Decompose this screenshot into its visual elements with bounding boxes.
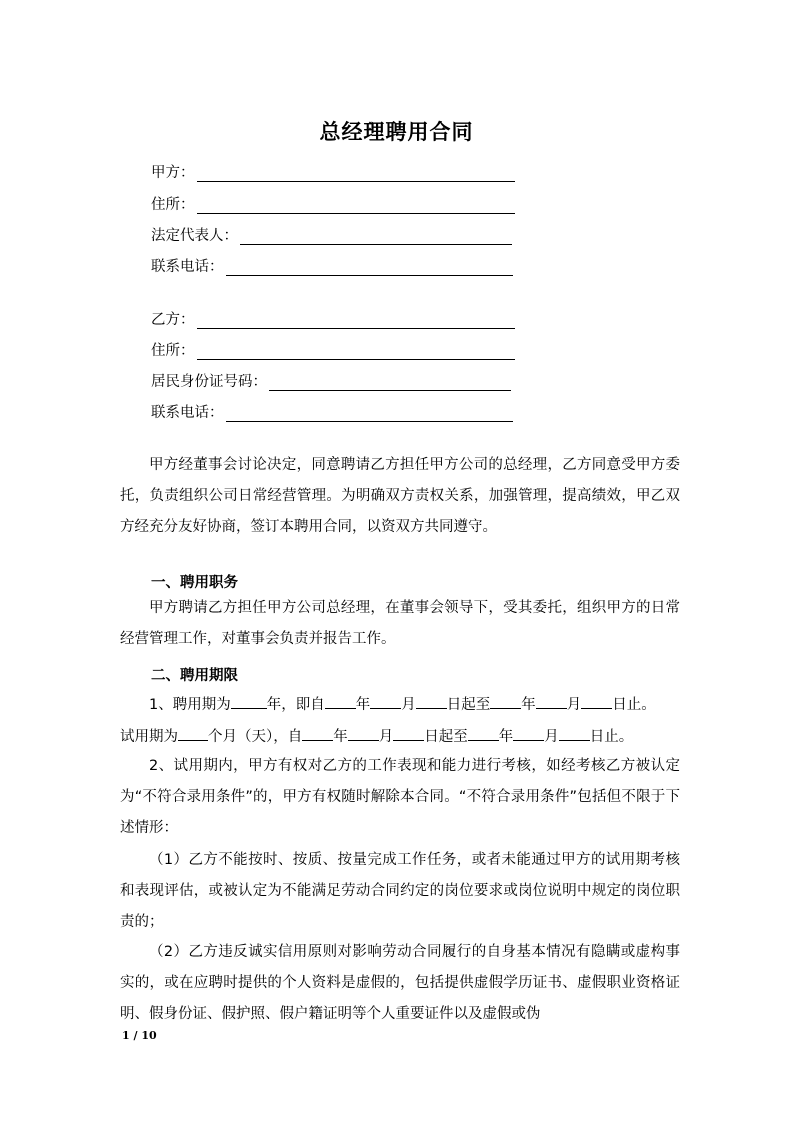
term-years-blank[interactable] — [231, 693, 267, 709]
party-a-phone-blank[interactable] — [226, 259, 513, 276]
page-number: 1 / 10 — [122, 1029, 157, 1042]
trial-text-5: 日起至 — [424, 729, 468, 745]
trial-text-2: 个月（天），自 — [208, 729, 303, 745]
document-title: 总经理聘用合同 — [319, 119, 474, 144]
party-a-phone-label: 联系电话： — [151, 259, 224, 275]
party-b-id-label: 居民身份证号码： — [151, 374, 267, 390]
term-text-8: 日止。 — [612, 697, 656, 713]
term-end-day-blank[interactable] — [581, 693, 612, 709]
party-b-id-field — [151, 369, 511, 391]
party-b-address-blank[interactable] — [197, 343, 515, 360]
party-a-name-label: 甲方： — [151, 165, 195, 181]
party-a-rep-label: 法定代表人： — [151, 228, 238, 244]
term-end-month-blank[interactable] — [536, 693, 567, 709]
trial-start-month-blank[interactable] — [348, 725, 379, 741]
party-a-address-field — [151, 192, 515, 214]
term-start-month-blank[interactable] — [370, 693, 401, 709]
term-text-3: 年 — [355, 697, 371, 713]
trial-text-1: 试用期为 — [120, 729, 178, 745]
party-a-name-blank[interactable] — [197, 165, 515, 182]
trial-start-year-blank[interactable] — [302, 725, 333, 741]
trial-end-year-blank[interactable] — [468, 725, 499, 741]
party-b-address-label: 住所： — [151, 343, 195, 359]
term-text-4: 月 — [401, 697, 416, 713]
party-b-name-field — [151, 307, 515, 329]
trial-line — [120, 725, 680, 746]
term-start-year-blank[interactable] — [325, 693, 356, 709]
term-text-7: 月 — [566, 697, 582, 713]
section2-heading: 二、聘用期限 — [151, 668, 238, 684]
trial-text-8: 日止。 — [589, 729, 634, 745]
term-start-day-blank[interactable] — [416, 693, 447, 709]
party-b-phone-label: 联系电话： — [151, 405, 224, 421]
party-a-phone-field — [151, 254, 513, 276]
trial-months-blank[interactable] — [178, 725, 208, 741]
trial-text-6: 年 — [498, 729, 514, 745]
term-text-1: 1、聘用期为 — [149, 697, 231, 713]
section1-paragraph: 甲方聘请乙方担任甲方公司总经理，在董事会领导下，受其委托，组织甲方的日常经营管理工作，对董事会负责并报告工作。 — [120, 600, 680, 647]
trial-text-7: 月 — [544, 729, 559, 745]
intro-paragraph: 甲方经董事会讨论决定，同意聘请乙方担任甲方公司的总经理，乙方同意受甲方委托，负责组织公司日常经营管理。为明确双方责权关系，加强管理，提高绩效，甲乙双方经充分友好协商，签订本聘用合同，以资双方共同遵守。 — [120, 457, 680, 535]
term-line — [149, 693, 709, 714]
party-a-rep-field — [151, 223, 512, 245]
section2-sub1-paragraph: （1）乙方不能按时、按质、按量完成工作任务，或者未能通过甲方的试用期考核和表现评估，或被认定为不能满足劳动合同约定的岗位要求或岗位说明中规定的岗位职责的； — [120, 852, 680, 930]
trial-text-4: 月 — [378, 729, 394, 745]
party-a-rep-blank[interactable] — [240, 228, 512, 245]
party-a-address-label: 住所： — [151, 197, 195, 213]
trial-text-3: 年 — [333, 729, 348, 745]
party-a-address-blank[interactable] — [197, 197, 515, 214]
party-b-phone-field — [151, 400, 513, 422]
party-b-name-label: 乙方： — [151, 312, 195, 328]
term-text-2: 年，即自 — [266, 697, 325, 713]
trial-start-day-blank[interactable] — [393, 725, 424, 741]
term-text-5: 日起至 — [446, 697, 491, 713]
section2-item2-paragraph: 2、试用期内，甲方有权对乙方的工作表现和能力进行考核，如经考核乙方被认定为“不符合录用条件”的，甲方有权随时解除本合同。“不符合录用条件”包括但不限于下述情形： — [120, 758, 680, 836]
party-b-name-blank[interactable] — [197, 312, 515, 329]
section1-heading: 一、聘用职务 — [151, 575, 238, 591]
party-b-id-blank[interactable] — [269, 374, 511, 391]
term-text-6: 年 — [521, 697, 536, 713]
trial-end-month-blank[interactable] — [513, 725, 544, 741]
party-a-name-field — [151, 160, 515, 182]
trial-end-day-blank[interactable] — [559, 725, 590, 741]
party-b-phone-blank[interactable] — [226, 405, 513, 422]
term-end-year-blank[interactable] — [490, 693, 521, 709]
section2-sub2-paragraph: （2）乙方违反诚实信用原则对影响劳动合同履行的自身基本情况有隐瞒或虚构事实的，或在应聘时提供的个人资料是虚假的，包括提供虚假学历证书、虚假职业资格证明、假身份证、假护照、假户籍证明等个人重要证件以及虚假或伪 — [120, 944, 680, 1022]
party-b-address-field — [151, 338, 515, 360]
